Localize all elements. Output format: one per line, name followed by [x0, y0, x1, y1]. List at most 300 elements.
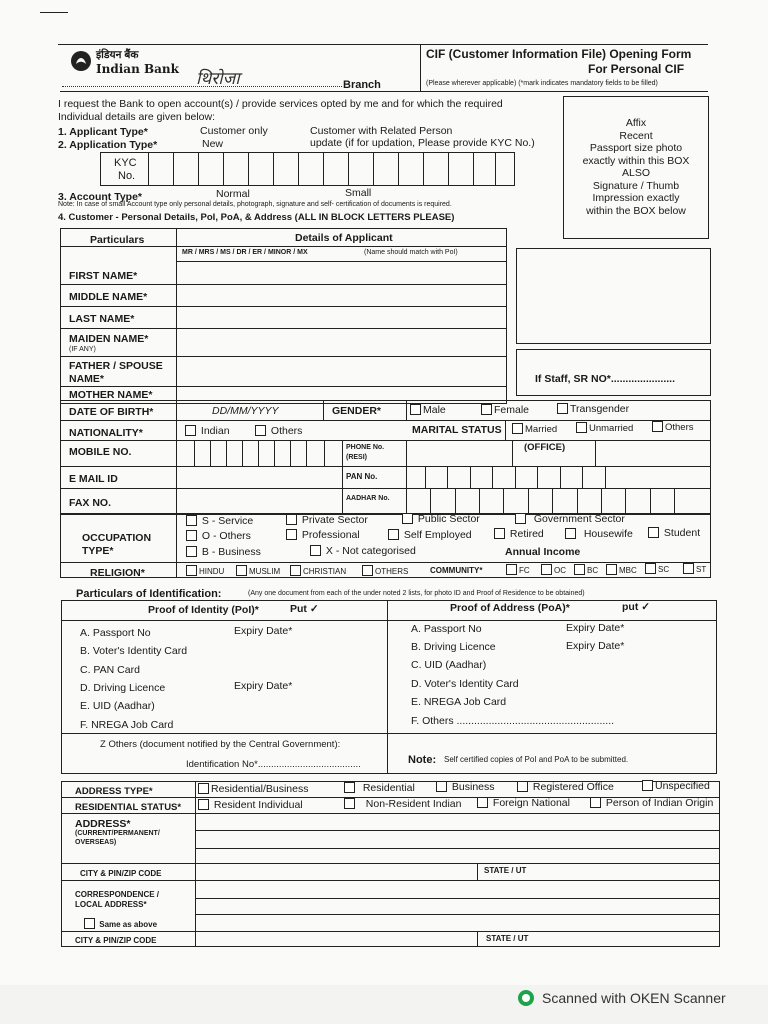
occ-self-employed[interactable]: [388, 529, 472, 541]
kyc-cell: [398, 152, 399, 186]
occ-x-not-label: X - Not categorised: [325, 545, 416, 557]
header-top-line: [58, 44, 708, 45]
branch-dotted-line: [62, 76, 342, 87]
aadhar-label: AADHAR No.: [346, 495, 390, 502]
address-sub-1: (CURRENT/PERMANENT/: [75, 830, 160, 837]
mobile-cell: [226, 440, 227, 466]
photo-line: Impression exactly: [592, 192, 680, 204]
community-fc[interactable]: [506, 564, 530, 575]
maiden-name-label: MAIDEN NAME*: [69, 333, 149, 345]
identification-row-line: [387, 733, 717, 734]
res-status-pio[interactable]: [590, 797, 713, 809]
applicant-type-label: 1. Applicant Type*: [58, 126, 148, 138]
photo-instructions: [563, 117, 709, 217]
marital-unmarried-label: Unmarried: [589, 423, 634, 434]
checkbox[interactable]: [652, 421, 663, 432]
kyc-divider: [148, 152, 149, 186]
occ-public-label: Public Sector: [417, 513, 480, 525]
community-fc-label: FC: [519, 566, 530, 575]
identification-header-line: [61, 620, 717, 621]
religion-christian-label: CHRISTIAN: [303, 567, 347, 576]
contact-row-line: [60, 466, 711, 467]
addr-type-residential-label: Residential: [362, 782, 415, 794]
res-status-resident-label: Resident Individual: [213, 799, 303, 811]
application-type-label: 2. Application Type*: [58, 139, 158, 151]
photo-line: Recent: [619, 129, 653, 142]
occ-public[interactable]: [402, 513, 480, 525]
marital-married[interactable]: [512, 423, 557, 435]
checkbox[interactable]: [494, 528, 505, 539]
identification-title: Particulars of Identification:: [76, 588, 222, 600]
kyc-cell: [173, 152, 174, 186]
kyc-number-field[interactable]: [100, 152, 515, 186]
addr-type-registered-label: Registered Office: [532, 781, 614, 793]
checkbox[interactable]: [310, 545, 321, 556]
res-status-resident[interactable]: [198, 799, 303, 811]
addr-type-residential[interactable]: [344, 782, 415, 794]
photo-line: Affix: [625, 117, 647, 129]
kyc-cell: [348, 152, 349, 186]
address-type-label: ADDRESS TYPE*: [75, 786, 153, 797]
occ-govt[interactable]: [515, 513, 625, 525]
occ-govt-label: Government Sector: [533, 513, 625, 525]
intro-line-2: Individual details are given below:: [58, 111, 216, 123]
checkbox[interactable]: [84, 918, 95, 929]
application-opt-update[interactable]: update (if for updation, Please provide KYC No.): [310, 137, 535, 149]
address-input[interactable]: [196, 814, 719, 863]
mobile-cell: [210, 440, 211, 466]
addr-type-unspecified[interactable]: [642, 780, 710, 792]
occupation-divider: [176, 514, 177, 578]
poi-item[interactable]: C. PAN Card: [80, 664, 140, 676]
religion-muslim[interactable]: [236, 565, 280, 576]
signature-box[interactable]: [516, 248, 711, 344]
mobile-cell: [242, 440, 243, 466]
occ-student-label: Student: [663, 527, 701, 539]
bank-name: Indian Bank: [96, 62, 179, 76]
marital-label: MARITAL STATUS: [412, 424, 502, 436]
poi-dl-expiry[interactable]: Expiry Date*: [234, 680, 293, 692]
gender-female-label: Female: [494, 404, 530, 416]
father-name-label-2: NAME*: [69, 373, 105, 385]
addr-type-residential-business[interactable]: [198, 783, 308, 795]
gender-label: GENDER*: [332, 405, 382, 417]
account-opt-normal[interactable]: Normal: [216, 188, 250, 200]
account-type-label: 3. Account Type*: [58, 191, 143, 203]
maiden-if-any: (IF ANY): [69, 346, 96, 353]
checkbox[interactable]: [198, 783, 209, 794]
residential-status-label: RESIDENTIAL STATUS*: [75, 802, 182, 813]
religion-others-label: OTHERS: [375, 567, 409, 576]
photo-line: exactly within this BOX: [582, 154, 690, 167]
marital-others[interactable]: [652, 421, 694, 433]
checkbox[interactable]: [402, 513, 413, 524]
checkbox[interactable]: [481, 404, 492, 415]
community-sc[interactable]: [645, 563, 669, 574]
maiden-name-input[interactable]: [177, 329, 507, 356]
community-oc[interactable]: [541, 564, 566, 575]
pan-cell: [560, 466, 561, 488]
mobile-cell: [194, 440, 195, 466]
account-opt-small[interactable]: Small: [345, 187, 372, 199]
indian-bank-logo-icon: [70, 50, 92, 72]
poi-item[interactable]: E. UID (Aadhar): [80, 700, 155, 712]
first-name-input[interactable]: [177, 262, 507, 284]
office-divider-2: [595, 440, 596, 466]
poa-put: put ✓: [622, 601, 651, 613]
scanner-text: Scanned with OKEN Scanner: [542, 990, 726, 1006]
poi-item[interactable]: F. NREGA Job Card: [80, 719, 174, 731]
photo-line: Signature / Thumb: [592, 179, 680, 192]
checkbox[interactable]: [286, 529, 297, 540]
dob-divider: [323, 400, 324, 420]
occ-self-employed-label: Self Employed: [403, 529, 472, 541]
pan-cell: [605, 466, 606, 488]
occ-housewife[interactable]: [565, 528, 633, 540]
checkbox[interactable]: [574, 564, 585, 575]
kyc-cell: [273, 152, 274, 186]
community-sc-label: SC: [658, 565, 670, 574]
marital-divider: [505, 420, 506, 440]
branch-handwriting: थिरोजा: [196, 69, 240, 89]
kyc-cell: [198, 152, 199, 186]
poa-passport-expiry[interactable]: Expiry Date*: [566, 622, 625, 634]
checkbox[interactable]: [186, 530, 197, 541]
religion-hindu-label: HINDU: [199, 567, 225, 576]
header-bottom-line: [60, 91, 708, 92]
kyc-cell: [298, 152, 299, 186]
kyc-label: KYC: [114, 157, 137, 169]
phone-resi-input[interactable]: [407, 441, 511, 466]
checkbox[interactable]: [512, 423, 523, 434]
correspondence-label: CORRESPONDENCE /: [75, 890, 160, 899]
pan-cell: [492, 466, 493, 488]
middle-name-input[interactable]: [177, 285, 507, 306]
nationality-label: NATIONALITY*: [69, 427, 143, 439]
small-account-note: Note: In case of small Account type only personal details, photograph, signature and self- certification of documents is required.: [58, 201, 452, 208]
identification-note: (Any one document from each of the under noted 2 lists, for photo ID and Proof of Residence to be obtained): [248, 590, 585, 597]
checkbox[interactable]: [557, 403, 568, 414]
intro-line-1: I request the Bank to open account(s) / provide services opted by me and for which the required: [58, 98, 503, 110]
same-as-above-label: Same as above: [99, 920, 158, 929]
gender-transgender[interactable]: [557, 403, 629, 415]
community-label: COMMUNITY*: [430, 566, 483, 575]
mobile-cell: [258, 440, 259, 466]
occupation-label: OCCUPATION: [82, 532, 152, 544]
state-label-2: STATE / UT: [486, 934, 529, 943]
checkbox[interactable]: [506, 564, 517, 575]
poa-dl-expiry[interactable]: Expiry Date*: [566, 640, 625, 652]
aadhar-cell: [601, 488, 602, 514]
fax-input[interactable]: [177, 489, 342, 514]
mobile-cell: [306, 440, 307, 466]
checkbox[interactable]: [576, 422, 587, 433]
res-status-nri[interactable]: [344, 798, 462, 810]
gender-female[interactable]: [481, 404, 529, 416]
res-status-pio-label: Person of Indian Origin: [605, 797, 714, 809]
applicable-note: (Please wherever applicable) (*mark indicates mandatory fields to be filled): [426, 80, 658, 87]
state-divider-2: [477, 931, 478, 947]
note-label: Note:: [408, 754, 437, 766]
first-name-label: FIRST NAME*: [69, 270, 138, 282]
checkbox[interactable]: [186, 565, 197, 576]
pan-cell: [425, 466, 426, 488]
nationality-others[interactable]: [255, 425, 302, 437]
occ-housewife-label: Housewife: [583, 528, 633, 540]
kyc-cell: [423, 152, 424, 186]
last-name-input[interactable]: [177, 307, 507, 328]
res-status-nri-label: Non-Resident Indian: [365, 798, 462, 810]
occ-private[interactable]: [286, 514, 368, 526]
addr-type-residential-business-label: Residential/Business: [211, 783, 309, 795]
mobile-cell: [290, 440, 291, 466]
occ-private-label: Private Sector: [301, 514, 368, 526]
city-label-2: CITY & PIN/ZIP CODE: [75, 936, 157, 945]
checkbox[interactable]: [645, 563, 656, 574]
checkbox[interactable]: [606, 564, 617, 575]
community-mbc[interactable]: [606, 564, 637, 575]
nationality-indian[interactable]: [185, 425, 230, 437]
addr-type-unspecified-label: Unspecified: [655, 780, 710, 792]
poa-item[interactable]: A. Passport No: [411, 623, 482, 635]
address-sub-2: OVERSEAS): [75, 839, 117, 846]
nationality-others-label: Others: [270, 425, 303, 437]
mother-name-label: MOTHER NAME*: [69, 389, 153, 401]
pan-cell: [447, 466, 448, 488]
father-name-input[interactable]: [177, 357, 507, 386]
phone-divider: [342, 440, 343, 514]
religion-top-line: [60, 562, 711, 563]
gender-male-label: Male: [423, 404, 446, 416]
pan-cell: [582, 466, 583, 488]
religion-label: RELIGION*: [90, 567, 145, 579]
bank-name-hindi: इंडियन बैंक: [96, 49, 139, 61]
application-opt-new[interactable]: New: [202, 138, 224, 150]
poi-header: Proof of Identity (PoI)*: [148, 604, 259, 616]
email-label: E MAIL ID: [69, 473, 118, 485]
staff-sr-no[interactable]: If Staff, SR NO*......................: [535, 373, 676, 385]
poa-item[interactable]: E. NREGA Job Card: [411, 696, 507, 708]
kyc-cell: [495, 152, 496, 186]
kyc-cell: [248, 152, 249, 186]
pan-cell: [515, 466, 516, 488]
community-mbc-label: MBC: [619, 566, 637, 575]
occ-b-business-label: B - Business: [201, 546, 261, 558]
scanner-watermark: [518, 990, 726, 1006]
mobile-label: MOBILE NO.: [69, 446, 132, 458]
aadhar-cell: [503, 488, 504, 514]
occ-professional[interactable]: [286, 529, 360, 541]
city-label: CITY & PIN/ZIP CODE: [80, 869, 162, 878]
dob-input[interactable]: DD/MM/YYYY: [212, 405, 279, 417]
note-text: Self certified copies of PoI and PoA to be submitted.: [444, 755, 629, 764]
addr-type-business-label: Business: [451, 781, 495, 793]
details-header: Details of Applicant: [295, 232, 393, 244]
occ-s-service[interactable]: [186, 515, 253, 527]
addr-type-business[interactable]: [436, 781, 495, 793]
religion-christian[interactable]: [290, 565, 346, 576]
checkbox[interactable]: [642, 780, 653, 791]
nationality-indian-label: Indian: [200, 425, 230, 437]
checkbox[interactable]: [410, 404, 421, 415]
state-divider: [477, 863, 478, 880]
contact-row-line: [60, 420, 711, 421]
checkbox[interactable]: [362, 565, 373, 576]
res-status-foreign[interactable]: [477, 797, 570, 809]
photo-line: ALSO: [621, 167, 650, 179]
oken-scanner-icon: [518, 990, 534, 1006]
phone-label: PHONE No.: [346, 444, 385, 451]
poa-item[interactable]: F. Others ......................................................: [411, 715, 615, 727]
gender-divider: [406, 400, 407, 420]
aadhar-cell: [625, 488, 626, 514]
checkbox[interactable]: [515, 513, 526, 524]
poa-item[interactable]: C. UID (Aadhar): [411, 659, 487, 671]
aadhar-cell: [479, 488, 480, 514]
occupation-label-2: TYPE*: [82, 545, 114, 557]
aadhar-cell: [674, 488, 675, 514]
annual-income-label: Annual Income: [505, 546, 581, 558]
city-input-2[interactable]: [196, 932, 476, 947]
occ-retired-label: Retired: [509, 528, 544, 540]
same-as-above[interactable]: [84, 918, 157, 929]
occ-x-not[interactable]: [310, 545, 416, 557]
checkbox[interactable]: [477, 797, 488, 808]
poi-item[interactable]: A. Passport No: [80, 627, 151, 639]
branch-label: Branch: [343, 79, 381, 91]
community-bc-label: BC: [587, 566, 599, 575]
occ-student[interactable]: [648, 527, 700, 539]
table-row-line: [60, 246, 507, 247]
middle-name-label: MIDDLE NAME*: [69, 291, 148, 303]
aadhar-cell: [650, 488, 651, 514]
occ-b-business[interactable]: [186, 546, 261, 558]
photo-line: Passport size photo: [589, 142, 683, 154]
kyc-label-no: No.: [118, 170, 136, 182]
pan-cell: [537, 466, 538, 488]
occ-o-others-label: O - Others: [201, 530, 251, 542]
occ-s-service-label: S - Service: [201, 515, 254, 527]
header-divider: [420, 44, 421, 92]
checkbox[interactable]: [648, 527, 659, 538]
res-status-foreign-label: Foreign National: [492, 797, 570, 809]
applicant-opt-customer[interactable]: Customer only: [200, 125, 268, 137]
checkbox[interactable]: [185, 425, 196, 436]
dob-label: DATE OF BIRTH*: [69, 406, 154, 418]
correspondence-input[interactable]: [196, 881, 719, 931]
kyc-cell: [223, 152, 224, 186]
checkbox[interactable]: [344, 782, 355, 793]
form-subtitle: For Personal CIF: [588, 62, 685, 76]
address-label: ADDRESS*: [75, 818, 131, 830]
contact-row-line: [60, 488, 711, 489]
kyc-cell: [448, 152, 449, 186]
office-divider: [512, 440, 513, 466]
checkbox[interactable]: [236, 565, 247, 576]
marital-unmarried[interactable]: [576, 422, 633, 434]
checkbox[interactable]: [517, 781, 528, 792]
particulars-header: Particulars: [90, 234, 145, 246]
applicant-opt-related[interactable]: Customer with Related Person: [310, 125, 453, 137]
checkbox[interactable]: [198, 799, 209, 810]
aadhar-cell: [528, 488, 529, 514]
checkbox[interactable]: [436, 781, 447, 792]
phone-office: (OFFICE): [524, 442, 566, 453]
scan-mark: [40, 12, 68, 13]
checkbox[interactable]: [541, 564, 552, 575]
poi-z-others[interactable]: Z Others (document notified by the Central Government):: [100, 739, 341, 750]
checkbox[interactable]: [590, 797, 601, 808]
father-name-label: FATHER / SPOUSE: [69, 360, 163, 372]
name-titles[interactable]: MR / MRS / MS / DR / ER / MINOR / MX: [182, 249, 308, 256]
city-input[interactable]: [196, 864, 476, 880]
poi-item[interactable]: D. Driving Licence: [80, 682, 166, 694]
occ-retired[interactable]: [494, 528, 544, 540]
poi-passport-expiry[interactable]: Expiry Date*: [234, 625, 293, 637]
poa-item[interactable]: B. Driving Licence: [411, 641, 496, 653]
checkbox[interactable]: [388, 529, 399, 540]
marital-others-label: Others: [665, 422, 694, 433]
occ-professional-label: Professional: [301, 529, 360, 541]
section-4-title: 4. Customer - Personal Details, PoI, PoA, & Address (ALL IN BLOCK LETTERS PLEASE): [58, 212, 455, 223]
gender-transgender-label: Transgender: [570, 403, 630, 415]
checkbox[interactable]: [290, 565, 301, 576]
addr-type-registered[interactable]: [517, 781, 614, 793]
checkbox[interactable]: [255, 425, 266, 436]
contact-row-line: [60, 440, 711, 441]
checkbox[interactable]: [186, 546, 197, 557]
community-st[interactable]: [683, 563, 706, 574]
poi-put: Put ✓: [290, 603, 319, 615]
community-oc-label: OC: [554, 566, 566, 575]
poi-item[interactable]: B. Voter's Identity Card: [80, 645, 188, 657]
marital-married-label: Married: [525, 424, 558, 435]
gender-male[interactable]: [410, 404, 446, 416]
last-name-label: LAST NAME*: [69, 313, 135, 325]
name-match-note: (Name should match with PoI): [364, 249, 458, 256]
aadhar-cell: [577, 488, 578, 514]
aadhar-cell: [552, 488, 553, 514]
poa-item[interactable]: D. Voter's Identity Card: [411, 678, 519, 690]
identification-divider: [387, 600, 388, 774]
community-st-label: ST: [696, 565, 707, 574]
kyc-cell: [473, 152, 474, 186]
religion-muslim-label: MUSLIM: [249, 567, 281, 576]
aadhar-cell: [455, 488, 456, 514]
identification-row-line: [61, 733, 387, 734]
checkbox[interactable]: [186, 515, 197, 526]
state-label: STATE / UT: [484, 866, 527, 875]
religion-hindu[interactable]: [186, 565, 224, 576]
fax-label: FAX NO.: [69, 497, 112, 509]
checkbox[interactable]: [565, 528, 576, 539]
checkbox[interactable]: [286, 514, 297, 525]
community-bc[interactable]: [574, 564, 598, 575]
religion-others[interactable]: [362, 565, 408, 576]
email-input[interactable]: [177, 467, 342, 488]
checkbox[interactable]: [344, 798, 355, 809]
photo-line: within the BOX below: [586, 204, 686, 217]
kyc-cell: [373, 152, 374, 186]
form-title: CIF (Customer Information File) Opening Form: [426, 47, 692, 61]
occ-o-others[interactable]: [186, 530, 251, 542]
pan-cell: [470, 466, 471, 488]
aadhar-cell: [430, 488, 431, 514]
identification-no[interactable]: Identification No*.......................................: [186, 759, 361, 770]
kyc-cell: [323, 152, 324, 186]
phone-resi: (RESI): [346, 454, 367, 461]
checkbox[interactable]: [683, 563, 694, 574]
